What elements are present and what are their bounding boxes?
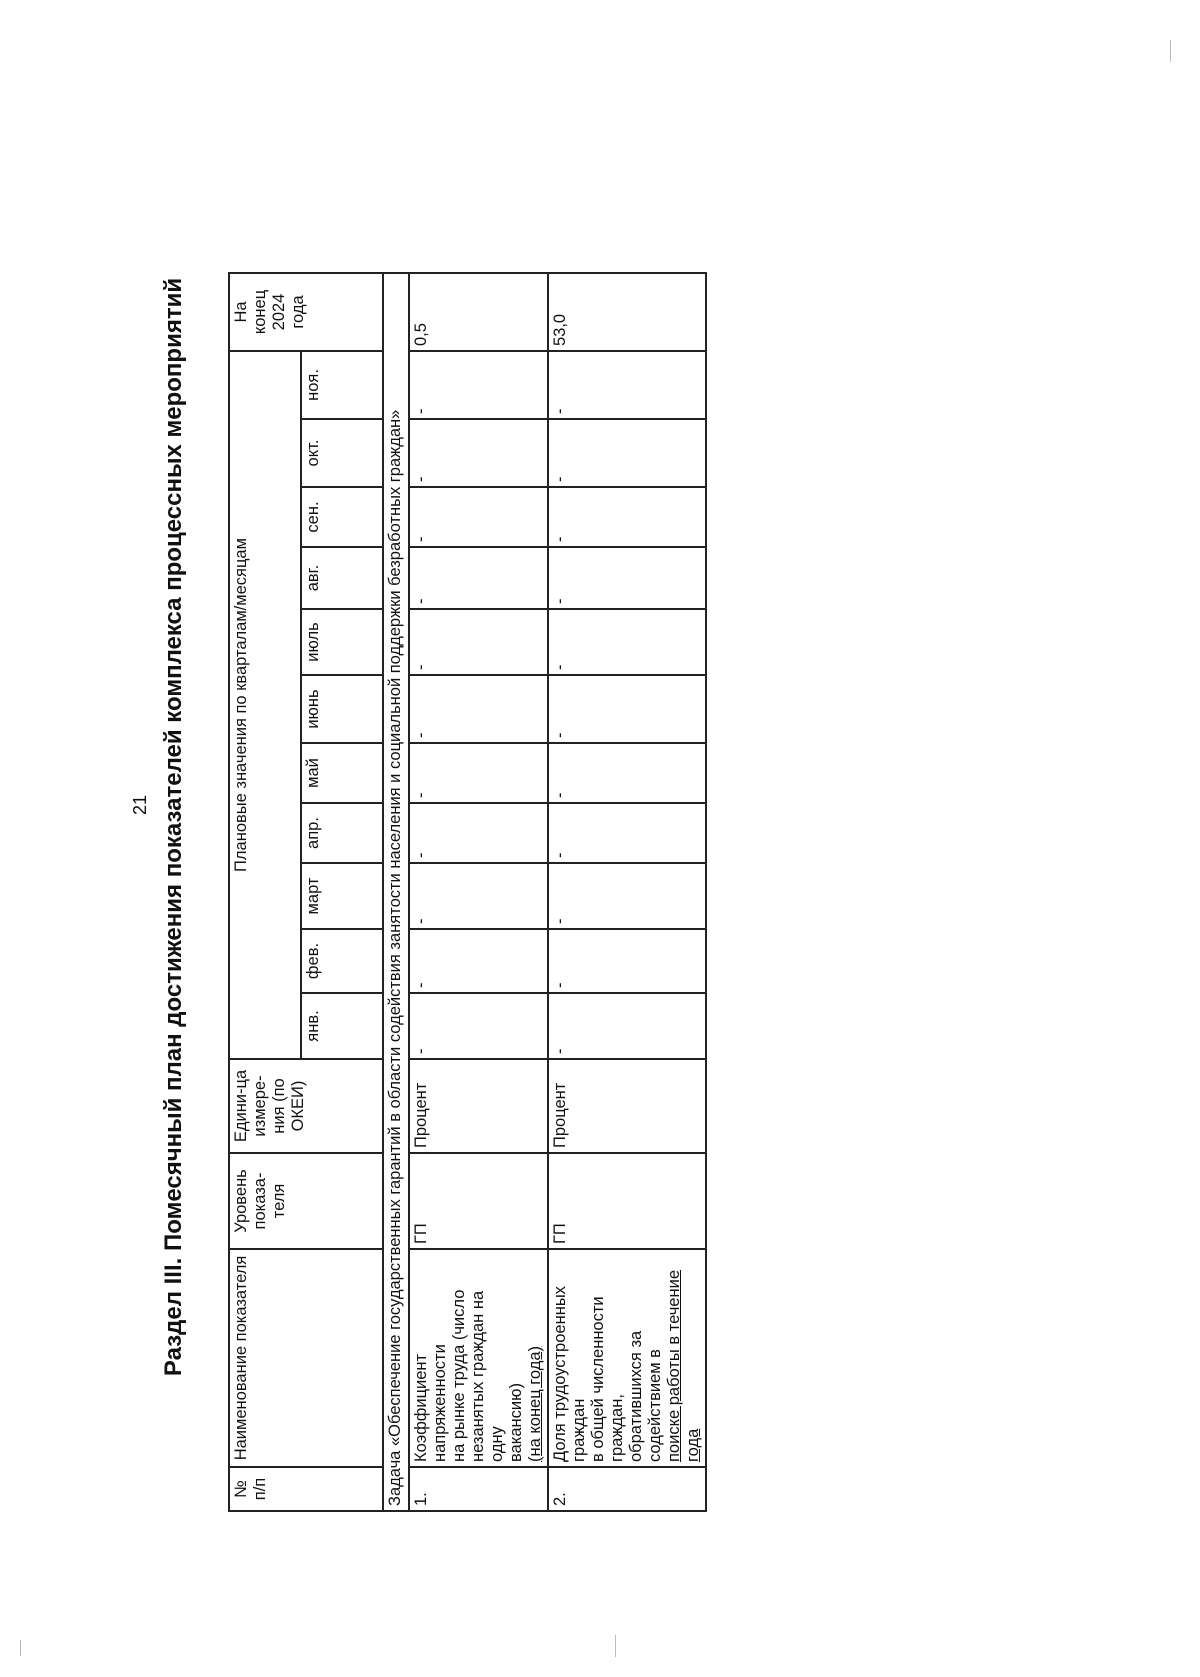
month-header: март [301, 863, 383, 929]
month-value: - [548, 863, 706, 929]
month-value: - [409, 351, 548, 419]
month-header: янв. [301, 993, 383, 1059]
name-line: в общей численности граждан, [588, 1296, 626, 1462]
month-header: сен. [301, 487, 383, 547]
month-header: фев. [301, 929, 383, 993]
row-level: ГП [409, 1153, 548, 1249]
month-value: - [548, 547, 706, 609]
month-header: июнь [301, 675, 383, 743]
header-num: № п/п [229, 1467, 383, 1511]
month-value: - [409, 993, 548, 1059]
header-name: Наименование показателя [229, 1249, 383, 1467]
month-value: - [409, 547, 548, 609]
name-line: (на конец года) [525, 1345, 544, 1462]
month-value: - [548, 743, 706, 803]
month-value: - [548, 803, 706, 863]
name-line: на рынке труда (число [449, 1289, 468, 1462]
month-header: июль [301, 609, 383, 675]
name-line: незанятых граждан на одну [468, 1290, 506, 1462]
scan-mark [615, 1635, 616, 1657]
month-value: - [548, 675, 706, 743]
month-header: окт. [301, 419, 383, 487]
month-value: - [548, 419, 706, 487]
end-year-value: 0,5 [409, 273, 548, 351]
row-unit: Процент [409, 1059, 548, 1153]
indicator-plan-table [228, 272, 707, 1512]
month-value: - [409, 863, 548, 929]
name-line: Коэффициент напряженности [412, 1344, 449, 1462]
month-value: - [409, 929, 548, 993]
row-indicator-name [409, 1249, 548, 1467]
month-header: апр. [301, 803, 383, 863]
month-header: авг. [301, 547, 383, 609]
month-value: - [548, 993, 706, 1059]
table-row [409, 273, 548, 1511]
month-value: - [548, 487, 706, 547]
month-value: - [548, 929, 706, 993]
section-title: Раздел III. Помесячный план достижения показателей комплекса процессных мероприятий [160, 277, 187, 1377]
header-level: Уровень показа-теля [229, 1153, 383, 1249]
month-value: - [409, 675, 548, 743]
name-line: обратившихся за содействием в [626, 1330, 664, 1462]
name-line: вакансию) [506, 1383, 525, 1462]
row-unit: Процент [548, 1059, 706, 1153]
month-header: май [301, 743, 383, 803]
month-value: - [409, 419, 548, 487]
scan-mark [20, 1640, 21, 1656]
row-num: 1. [409, 1467, 548, 1511]
row-indicator-name [548, 1249, 706, 1467]
month-value: - [548, 609, 706, 675]
row-level: ГП [548, 1153, 706, 1249]
end-year-value: 53,0 [548, 273, 706, 351]
name-line: поиске работы в течение года [664, 1270, 702, 1462]
header-unit: Едини-ца измере-ния (по ОКЕИ) [229, 1059, 383, 1153]
page-number: 21 [130, 794, 150, 815]
header-end-year: На конец 2024 года [229, 273, 383, 351]
header-planned: Плановые значения по кварталам/месяцам [229, 351, 301, 1059]
name-line: Доля трудоустроенных граждан [550, 1286, 588, 1462]
month-value: - [409, 743, 548, 803]
month-value: - [409, 487, 548, 547]
month-header: ноя. [301, 351, 383, 419]
month-value: - [548, 351, 706, 419]
row-num: 2. [548, 1467, 706, 1511]
scan-mark [1170, 40, 1171, 62]
month-value: - [409, 803, 548, 863]
table-row [548, 273, 706, 1511]
month-value: - [409, 609, 548, 675]
task-row-label: Задача «Обеспечение государственных гарантий в области содействия занятости населения и социальной поддержки безработных граждан» [383, 273, 409, 1511]
